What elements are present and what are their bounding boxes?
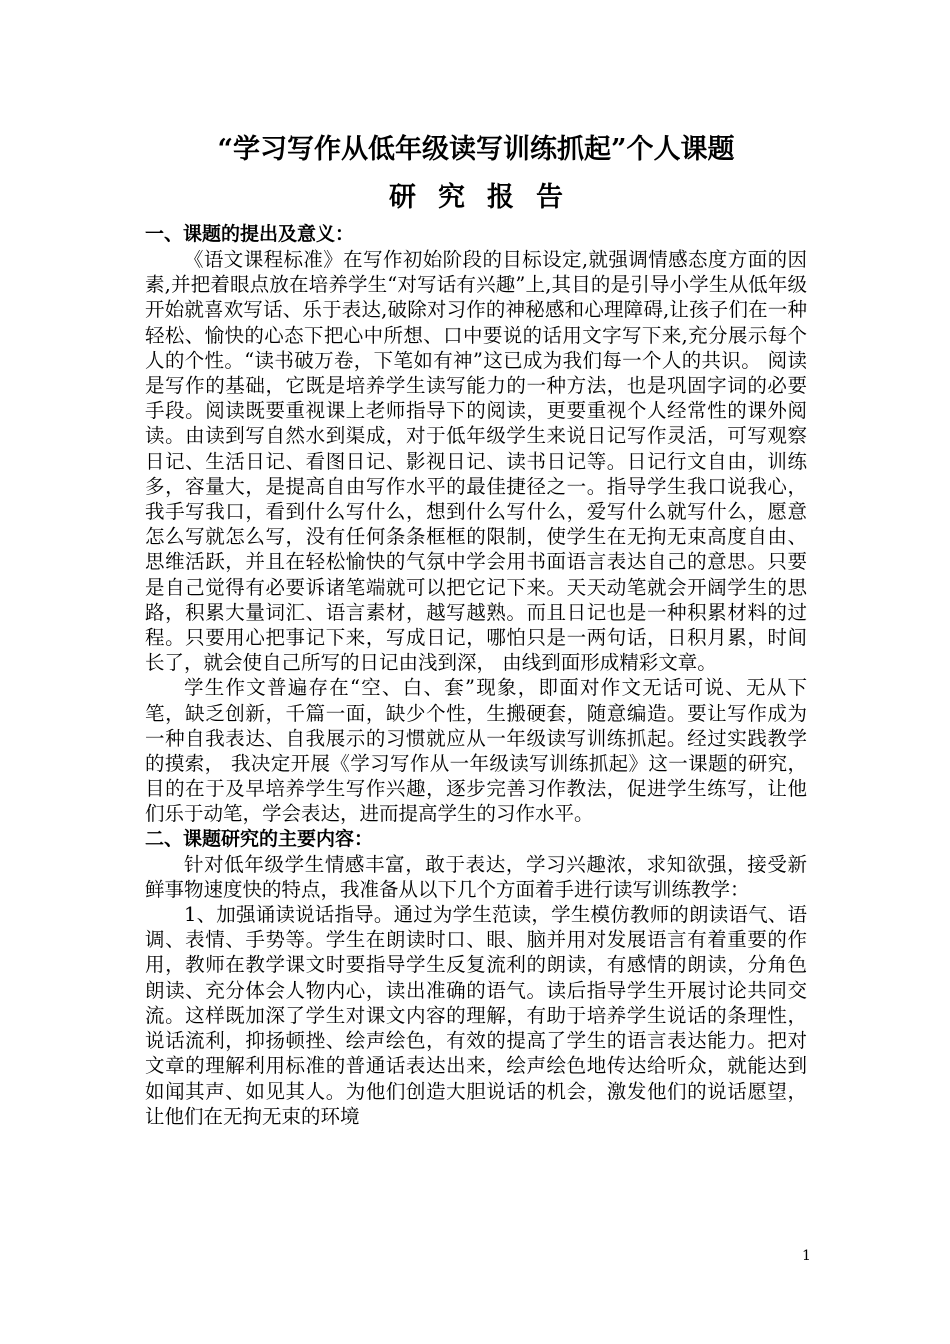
section-heading-1: 一、课题的提出及意义： — [145, 223, 355, 245]
document-page — [145, 128, 807, 1129]
section-1-paragraph-1: 《语文课程标准》在写作初始阶段的目标设定,就强调情感态度方面的因素,并把着眼点放在培养学生“对写话有兴趣”上,其目的是引导小学生从低年级开始就喜欢写话、乐于表达,破除对习作的神秘感和心理障碍,让孩子们在一种轻松、愉快的心态下把心中所想、口中要说的话用文字写下来,充分展示每个人的个性。“读书破万卷，下笔如有神”这已成为我们每一个人的共识。 阅读是写作的基础，它既是培养学生读写能力的一种方法，也是巩固字词的必要手段。阅读既要重视课上老师指导下的阅读，更要重视个人经常性的课外阅读。由读到写自然水到渠成，对于低年级学生来说日记写作灵活，可写观察日记、生活日记、看图日记、影视日记、读书日记等。日记行文自由，训练多，容量大，是提高自由写作水平的最佳捷径之一。指导学生我口说我心，我手写我口，看到什么写什么，想到什么写什么，爱写什么就写什么，愿意怎么写就怎么写，没有任何条条框框的限制，使学生在无拘无束高度自由、思维活跃，并且在轻松愉快的气氛中学会用书面语言表达自己的意思。只要是自己觉得有必要诉诸笔端就可以把它记下来。天天动笔就会开阔学生的思路，积累大量词汇、语言素材，越写越熟。而且日记也是一种积累材料的过程。只要用心把事记下来，写成日记，哪怕只是一两句话，日积月累，时间长了，就会使自己所写的日记由浅到深， 由线到面形成精彩文章。 — [145, 248, 807, 675]
section-2-paragraph-2: 1、加强诵读说话指导。通过为学生范读，学生模仿教师的朗读语气、语调、表情、手势等。学生在朗读时口、眼、脑并用对发展语言有着重要的作用，教师在教学课文时要指导学生反复流利的朗读，有感情的朗读，分角色朗读、充分体会人物内心，读出准确的语气。读后指导学生开展讨论共同交流。这样既加深了学生对课文内容的理解，有助于培养学生说话的条理性，说话流利，抑扬顿挫、绘声绘色，有效的提高了学生的语言表达能力。把对文章的理解利用标准的普通话表达出来，绘声绘色地传达给听众，就能达到如闻其声、如见其人。为他们创造大胆说话的机会，激发他们的说话愿望，让他们在无拘无束的环境 — [145, 903, 807, 1128]
section-2-paragraph-1: 针对低年级学生情感丰富，敢于表达，学习兴趣浓，求知欲强，接受新鲜事物速度快的特点，我准备从以下几个方面着手进行读写训练教学： — [145, 852, 807, 901]
document-title: “学习写作从低年级读写训练抓起”个人课题 — [217, 134, 735, 165]
section-heading-2: 二、课题研究的主要内容： — [145, 827, 374, 850]
page-number: 1 — [802, 1248, 811, 1264]
section-1-paragraph-2: 学生作文普遍存在“空、白、套”现象，即面对作文无话可说、无从下笔，缺乏创新，千篇一面，缺少个性，生搬硬套，随意编造。要让写作成为一种自我表达、自我展示的习惯就应从一年级读写训练抓起。经过实践教学的摸索， 我决定开展《学习写作从一年级读写训练抓起》这一课题的研究，目的在于及早培养学生写作兴趣，逐步完善习作教法，促进学生练写，让他们乐于动笔，学会表达，进而提高学生的习作水平。 — [145, 676, 807, 826]
document-subtitle: 研究报告 — [389, 182, 585, 213]
